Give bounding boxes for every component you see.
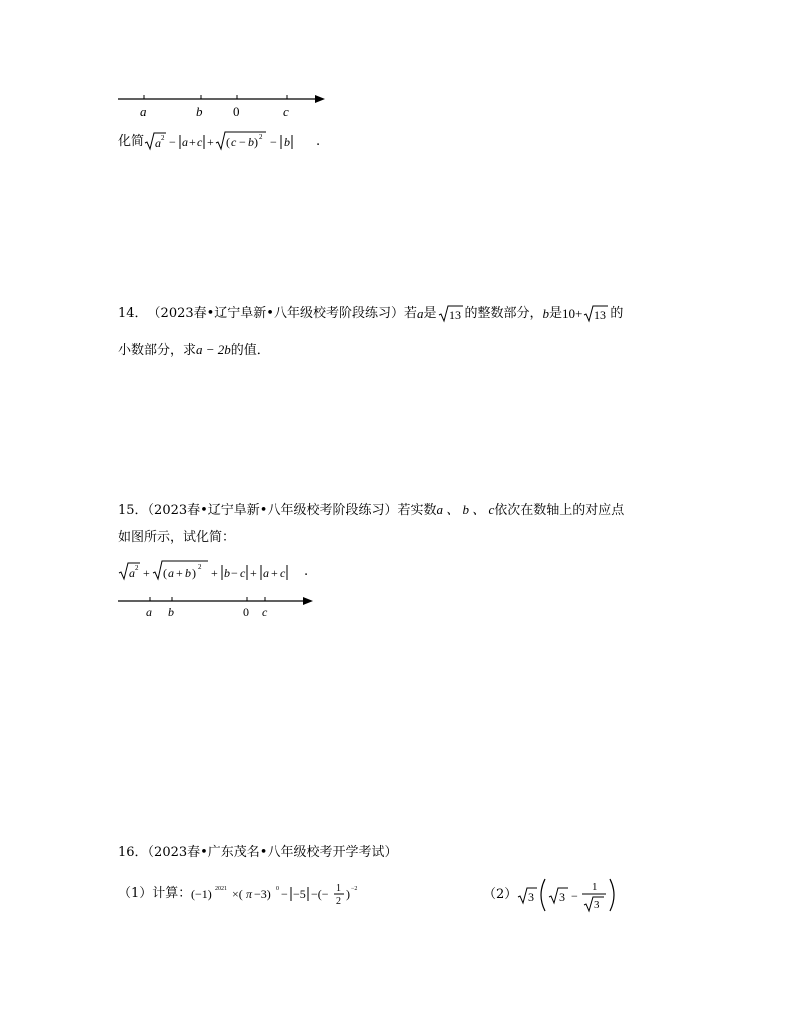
q15-tick-label-a: a	[146, 605, 152, 619]
q14-var-b: b	[542, 306, 550, 321]
svg-text:0: 0	[276, 886, 280, 892]
q14-text-5: 的	[610, 306, 624, 321]
question-15-line-1	[118, 500, 624, 521]
q15-line-2: 如图所示，试化简：	[118, 530, 236, 545]
number-line-q15	[112, 592, 322, 622]
q15-expression	[118, 560, 304, 584]
svg-text:1: 1	[592, 881, 598, 893]
svg-text:2021: 2021	[215, 886, 228, 892]
q14-ten-plus: 10+	[562, 306, 583, 321]
question-16-part-1	[118, 880, 391, 908]
svg-text:c: c	[280, 566, 286, 580]
svg-text:a: a	[155, 136, 162, 150]
svg-text:3: 3	[528, 890, 535, 904]
tick-label-zero: 0	[233, 104, 240, 119]
q14-var-a: a	[416, 306, 424, 321]
svg-text:−: −	[231, 566, 238, 580]
svg-text:2: 2	[161, 134, 165, 142]
svg-text:2: 2	[259, 133, 263, 141]
simplify-prefix: 化简	[118, 134, 145, 149]
svg-text:+: +	[189, 135, 196, 149]
simplify-end: .	[316, 134, 321, 149]
q14-expression: a − 2b	[196, 342, 231, 357]
svg-text:c: c	[231, 135, 237, 149]
svg-text:(: (	[226, 135, 231, 149]
svg-text:+: +	[211, 566, 218, 580]
svg-text:2: 2	[198, 563, 202, 571]
q14-line2-b: 的值．	[230, 343, 270, 358]
sqrt-13-first	[438, 304, 464, 324]
question-16-number: 16．	[118, 845, 148, 860]
svg-text:−(−: −(−	[311, 887, 329, 901]
tick-label-b: b	[196, 104, 203, 119]
svg-text:1: 1	[336, 883, 342, 894]
tick-label-a: a	[140, 104, 147, 119]
q15-vars: a 、 b 、 c	[436, 502, 495, 517]
svg-text:(: (	[163, 566, 167, 580]
svg-text:−: −	[571, 889, 579, 903]
svg-text:13: 13	[448, 308, 461, 322]
q16-part1-label: （1）计算：	[118, 886, 192, 901]
svg-text:a: a	[129, 566, 135, 580]
svg-text:+: +	[143, 566, 150, 580]
svg-text:c: c	[240, 566, 246, 580]
q15-text-2: 依次在数轴上的对应点	[494, 503, 625, 518]
svg-text:3: 3	[594, 899, 600, 911]
svg-text:): )	[346, 887, 351, 901]
q15-tick-label-c: c	[262, 605, 268, 619]
svg-text:π: π	[246, 887, 253, 901]
q16-part1-expression	[191, 880, 391, 908]
q14-text-4: 是	[549, 306, 563, 321]
q16-part2-expression	[517, 875, 637, 915]
svg-text:−: −	[270, 135, 277, 149]
question-16-source: （2023春•广东茂名•八年级校考开学考试）	[147, 845, 398, 860]
question-15-line-2	[118, 528, 235, 548]
svg-text:+: +	[207, 135, 214, 149]
svg-text:−3): −3)	[254, 887, 272, 901]
question-14-line-1	[118, 304, 623, 324]
svg-text:a: a	[168, 566, 174, 580]
svg-text:−: −	[281, 887, 289, 901]
svg-text:+: +	[271, 566, 278, 580]
q15-text-1: 若实数	[397, 503, 437, 518]
q14-line2-a: 小数部分，求	[118, 343, 197, 358]
simplify-expression	[144, 131, 316, 153]
svg-text:b: b	[248, 135, 255, 149]
number-line-top	[112, 88, 332, 122]
tick-label-c: c	[283, 104, 289, 119]
question-15-source: （2023春•辽宁阜新•八年级校考阶段练习）	[147, 503, 398, 518]
q14-text-1: 若	[403, 306, 417, 321]
svg-text:2: 2	[336, 896, 342, 907]
q15-tick-label-zero: 0	[243, 605, 249, 619]
svg-text:−: −	[169, 135, 176, 149]
svg-text:a: a	[263, 566, 269, 580]
svg-text:b: b	[185, 566, 191, 580]
svg-text:−5: −5	[293, 887, 307, 901]
svg-text:(−1): (−1)	[191, 887, 213, 901]
svg-text:3: 3	[559, 890, 566, 904]
svg-text:a: a	[182, 135, 189, 149]
question-16-part-2	[483, 875, 637, 915]
question-15-expression-line	[118, 560, 308, 584]
svg-text:−: −	[239, 135, 246, 149]
q15-tick-label-b: b	[168, 605, 174, 619]
sqrt-13-second	[583, 304, 609, 324]
question-14-number: 14．	[118, 306, 148, 321]
svg-text:): )	[192, 566, 196, 580]
question-14-source: （2023春•辽宁阜新•八年级校考阶段练习）	[147, 306, 404, 321]
svg-text:b: b	[224, 566, 230, 580]
q16-part2-label: （2）	[483, 887, 518, 902]
svg-text:b: b	[284, 135, 291, 149]
svg-text:−2: −2	[351, 886, 358, 892]
svg-text:13: 13	[594, 308, 607, 322]
svg-text:c: c	[197, 135, 203, 149]
svg-text:×(: ×(	[232, 887, 244, 901]
q14-text-2: 是	[423, 306, 437, 321]
svg-text:2: 2	[135, 564, 139, 572]
svg-text:): )	[254, 135, 259, 149]
svg-text:+: +	[250, 566, 257, 580]
simplify-line	[118, 131, 320, 153]
svg-text:+: +	[176, 566, 183, 580]
q14-text-3: 的整数部分，	[464, 306, 543, 321]
question-15-number: 15．	[118, 503, 148, 518]
question-16-line-1	[118, 843, 397, 863]
q15-expression-end: .	[304, 564, 309, 579]
question-14-line-2	[118, 340, 270, 361]
